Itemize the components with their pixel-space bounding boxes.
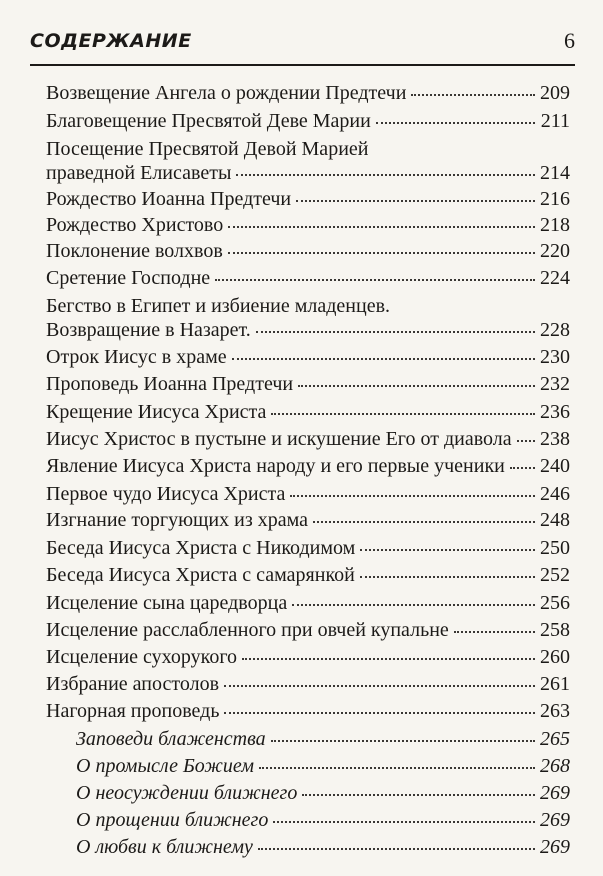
toc-entry [46, 671, 570, 697]
toc-leader-dots [292, 604, 535, 606]
toc-entry-page: 228 [540, 319, 570, 341]
toc-entry-page: 269 [540, 782, 570, 804]
toc-entry-title: праведной Елисаветы [46, 162, 232, 184]
toc-entry [46, 535, 570, 561]
toc-entry [46, 562, 570, 588]
toc-leader-dots [271, 413, 535, 415]
toc-entry-page: 268 [540, 755, 570, 777]
toc-entry [46, 160, 570, 186]
toc-entry-title: Рождество Иоанна Предтечи [46, 188, 292, 210]
page-title: СОДЕРЖАНИЕ [30, 30, 192, 52]
toc-leader-dots [228, 252, 535, 254]
toc-leader-dots [259, 767, 535, 769]
toc-entry [46, 481, 570, 507]
toc-entry [76, 834, 570, 860]
toc-entry-page: 269 [540, 836, 570, 858]
toc-entry-title: Возвращение в Назарет. [46, 319, 251, 341]
toc-entry [46, 136, 570, 162]
toc-entry-page: 216 [540, 188, 570, 210]
toc-entry-title: Исцеление сухорукого [46, 646, 238, 668]
toc-leader-dots [360, 576, 535, 578]
toc-leader-dots [224, 712, 535, 714]
toc-entry-title: Отрок Иисус в храме [46, 346, 227, 368]
toc-leader-dots [224, 685, 535, 687]
toc-leader-dots [376, 122, 535, 124]
toc-entry [46, 265, 570, 291]
toc-entry-title: Исцеление расслабленного при овчей купальне [46, 619, 449, 641]
toc-entry [76, 726, 570, 752]
toc-entry-page: 250 [540, 537, 570, 559]
toc-entry-title: Возвещение Ангела о рождении Предтечи [46, 82, 407, 104]
toc-entry-page: 220 [540, 240, 570, 262]
toc-leader-dots [517, 440, 535, 442]
toc-entry [76, 807, 570, 833]
toc-entry [46, 698, 570, 724]
toc-entry-page: 236 [540, 401, 570, 423]
toc-entry [46, 617, 570, 643]
toc-entry-title: Избрание апостолов [46, 673, 220, 695]
toc-leader-dots [242, 658, 535, 660]
toc-entry [46, 507, 570, 533]
toc-leader-dots [271, 740, 535, 742]
toc-entry-title: Поклонение волхвов [46, 240, 223, 262]
toc-entry [46, 426, 570, 452]
toc-entry-title: Проповедь Иоанна Предтечи [46, 373, 294, 395]
toc-leader-dots [302, 794, 535, 796]
toc-leader-dots [290, 495, 535, 497]
toc-entry-page: 246 [540, 483, 570, 505]
toc-entry-page: 209 [540, 82, 570, 104]
toc-entry-page: 218 [540, 214, 570, 236]
toc-entry-page: 230 [540, 346, 570, 368]
toc-entry-page: 269 [540, 809, 570, 831]
toc-entry-title: О промысле Божием [76, 755, 255, 777]
toc-leader-dots [360, 549, 535, 551]
toc-leader-dots [454, 631, 535, 633]
toc-entry-page: 258 [540, 619, 570, 641]
toc-entry-page: 248 [540, 509, 570, 531]
toc-entry-page: 265 [540, 728, 570, 750]
toc-entry-page: 224 [540, 267, 570, 289]
toc-entry-page: 214 [540, 162, 570, 184]
toc-entry-page: 256 [540, 592, 570, 614]
toc-leader-dots [236, 174, 535, 176]
toc-entry [46, 317, 570, 343]
toc-entry-title: Явление Иисуса Христа народу и его первые ученики [46, 455, 505, 477]
toc-entry [46, 212, 570, 238]
toc-entry-page: 240 [540, 455, 570, 477]
toc-entry-page: 211 [540, 110, 570, 132]
toc-leader-dots [313, 521, 535, 523]
page-number: 6 [564, 28, 575, 53]
toc-entry-title: Крещение Иисуса Христа [46, 401, 267, 423]
toc-entry-title: Первое чудо Иисуса Христа [46, 483, 286, 505]
toc-entry-page: 252 [540, 564, 570, 586]
toc-entry-page: 238 [540, 428, 570, 450]
toc-leader-dots [411, 94, 535, 96]
toc-leader-dots [256, 331, 535, 333]
toc-leader-dots [258, 848, 535, 850]
toc-entry [76, 753, 570, 779]
toc-leader-dots [273, 821, 535, 823]
toc-leader-dots [232, 358, 535, 360]
toc-entry-title: Посещение Пресвятой Девой Марией [46, 138, 369, 160]
toc-entry-title: Заповеди блаженства [76, 728, 266, 750]
toc-leader-dots [215, 279, 535, 281]
toc-entry [46, 186, 570, 212]
toc-entry-title: О любви к ближнему [76, 836, 253, 858]
toc-entry-title: Беседа Иисуса Христа с Никодимом [46, 537, 356, 559]
toc-entry [46, 344, 570, 370]
toc-entry-title: Иисус Христос в пустыне и искушение Его от диавола [46, 428, 512, 450]
toc-entry-page: 260 [540, 646, 570, 668]
toc-leader-dots [296, 200, 535, 202]
toc-entry [46, 644, 570, 670]
toc-entry-title: Исцеление сына царедворца [46, 592, 288, 614]
toc-entry-title: О неосуждении ближнего [76, 782, 298, 804]
toc-leader-dots [510, 467, 535, 469]
toc-entry-page: 261 [540, 673, 570, 695]
toc-leader-dots [228, 226, 535, 228]
toc-entry-title: Изгнание торгующих из храма [46, 509, 309, 531]
toc-leader-dots [298, 385, 535, 387]
toc-entry-title: Нагорная проповедь [46, 700, 220, 722]
toc-entry-title: Бегство в Египет и избиение младенцев. [46, 295, 391, 317]
toc-entry-page: 263 [540, 700, 570, 722]
toc-entry [46, 293, 570, 319]
toc-entry-page: 232 [540, 373, 570, 395]
toc-entry [46, 590, 570, 616]
toc-entry-title: Благовещение Пресвятой Деве Марии [46, 110, 371, 132]
toc-entry [46, 80, 570, 106]
toc-entry [46, 108, 570, 134]
toc-entry [46, 399, 570, 425]
toc-entry-title: Сретение Господне [46, 267, 211, 289]
toc-entry-title: Беседа Иисуса Христа с самарянкой [46, 564, 355, 586]
toc-entry [76, 780, 570, 806]
toc-entry-title: О прощении ближнего [76, 809, 269, 831]
toc-entry [46, 238, 570, 264]
toc-entry [46, 453, 570, 479]
toc-entry-title: Рождество Христово [46, 214, 224, 236]
toc-entry [46, 371, 570, 397]
